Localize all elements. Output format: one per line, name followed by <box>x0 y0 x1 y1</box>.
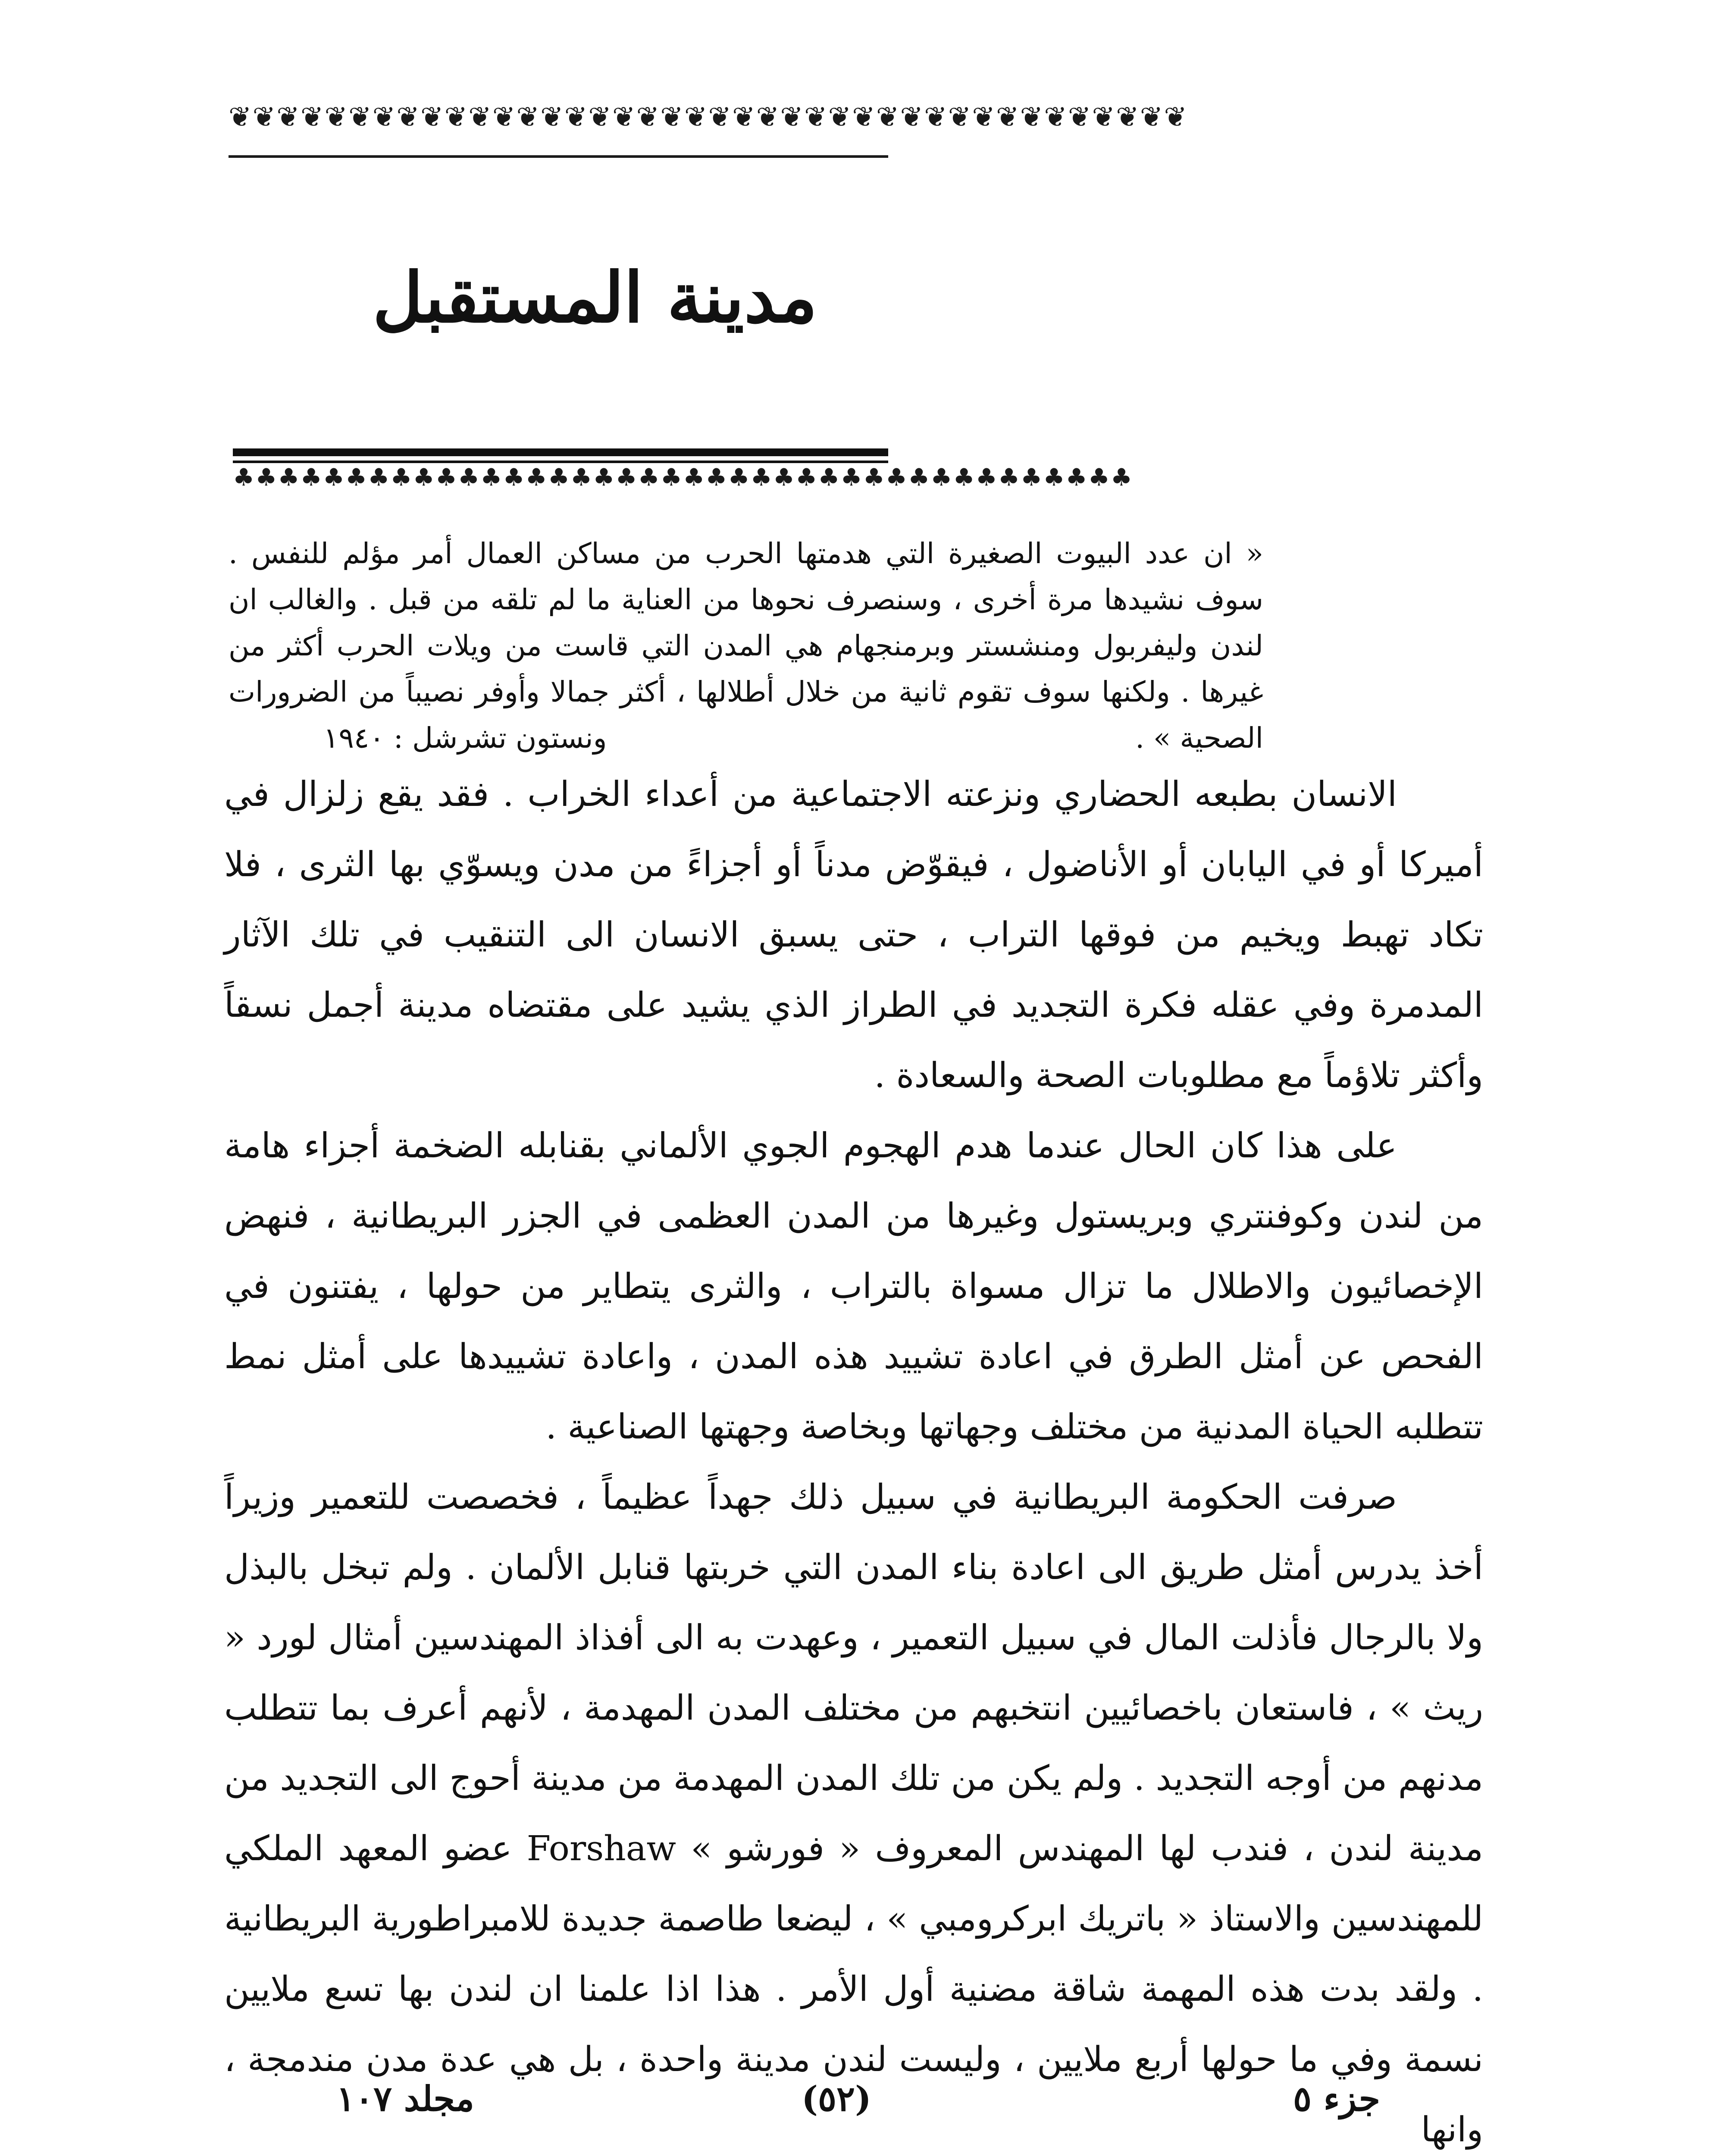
ornament-top-underline <box>229 155 888 158</box>
footer-part: جزء ٥ <box>1293 2078 1381 2119</box>
epigraph-attribution: ونستون تشرشل : ١٩٤٠ <box>323 721 607 755</box>
article-title: مدينة المستقبل <box>373 257 817 338</box>
paragraph: صرفت الحكومة البريطانية في سبيل ذلك جهداً عظيماً ، فخصصت للتعمير وزيراً أخذ يدرس أمثل طريق الى اعادة بناء المدن التي خربتها قنابل الألمان . ولم تبخل بالبذل ولا بالرجال فأذلت المال في سبيل التعمير ، وعهدت به الى أفذاذ المهندسين أمثال لورد « ريث » ، فاستعان باخصائيين انتخبهم من مختلف المدن المهدمة ، لأنهم أعرف بما تتطلب مدنهم من أوجه التجديد . ولم يكن من تلك المدن المهدمة من مدينة أحوج الى التجديد من مدينة لندن ، فندب لها المهندس المعروف « فورشو » Forshaw عضو المعهد الملكي للمهندسين والاستاذ « باتريك ابركرومبي » ، ليضعا طاصمة جديدة للامبراطورية البريطانية . ولقد بدت هذه المهمة شاقة مضنية أول الأمر . هذا اذا علمنا ان لندن بها تسع ملايين نسمة وفي ما حولها أربع ملايين ، وليست لندن مدينة واحدة ، بل هي عدة مدن مندمجة ، وانها <box>224 1477 1484 2150</box>
divider-thick <box>233 448 888 456</box>
paragraph: الانسان بطبعه الحضاري ونزعته الاجتماعية من أعداء الخراب . فقد يقع زلزال في أميركا أو في اليابان أو الأناضول ، فيقوّض مدناً أو أجزاءً من مدن ويسوّي بها الثرى ، فلا تكاد تهبط ويخيم من فوقها التراب ، حتى يسبق الانسان الى التنقيب في تلك الآثار المدمرة وفي عقله فكرة التجديد في الطراز الذي يشيد على مقتضاه مدينة أجمل نسقاً وأكثر تلاؤماً مع مطلوبات الصحة والسعادة . <box>224 774 1484 1095</box>
paragraph: على هذا كان الحال عندما هدم الهجوم الجوي الألماني بقنابله الضخمة أجزاء هامة من لندن وكوفنتري وبريستول وغيرها من المدن العظمى في الجزر البريطانية ، فنهض الإخصائيون والاطلال ما تزال مسواة بالتراب ، والثرى يتطاير من حولها ، يفتنون في الفحص عن أمثل الطرق في اعادة تشييد هذه المدن ، واعادة تشييدها على أمثل نمط تتطلبه الحياة المدنية من مختلف وجهاتها وبخاصة وجهتها الصناعية . <box>224 1125 1484 1447</box>
article-body <box>224 759 1483 2156</box>
ornament-top: ❦❦❦❦❦❦❦❦❦❦❦❦❦❦❦❦❦❦❦❦❦❦❦❦❦❦❦❦❦❦❦❦❦❦❦❦❦❦❦❦ <box>229 101 1188 133</box>
divider-thin <box>233 461 888 463</box>
footer-volume: مجلد ١٠٧ <box>336 2078 474 2119</box>
footer-page-number: (٥٢) <box>802 2078 871 2119</box>
epigraph-quote <box>229 530 1263 761</box>
epigraph-text: « ان عدد البيوت الصغيرة التي هدمتها الحرب من مساكن العمال أمر مؤلم للنفس . سوف نشيدها مرة أخرى ، وسنصرف نحوها من العناية ما لم تلقه من قبل . والغالب ان لندن وليفربول ومنشستر وبرمنجهام هي المدن التي قاست من ويلات الحرب أكثر من غيرها . ولكنها سوف تقوم ثانية من خلال أطلالها ، أكثر جمالا وأوفر نصيباً من الضرورات الصحية » . <box>229 537 1263 755</box>
ornament-divider: ♣♣♣♣♣♣♣♣♣♣♣♣♣♣♣♣♣♣♣♣♣♣♣♣♣♣♣♣♣♣♣♣♣♣♣♣♣♣♣♣ <box>233 464 1134 492</box>
